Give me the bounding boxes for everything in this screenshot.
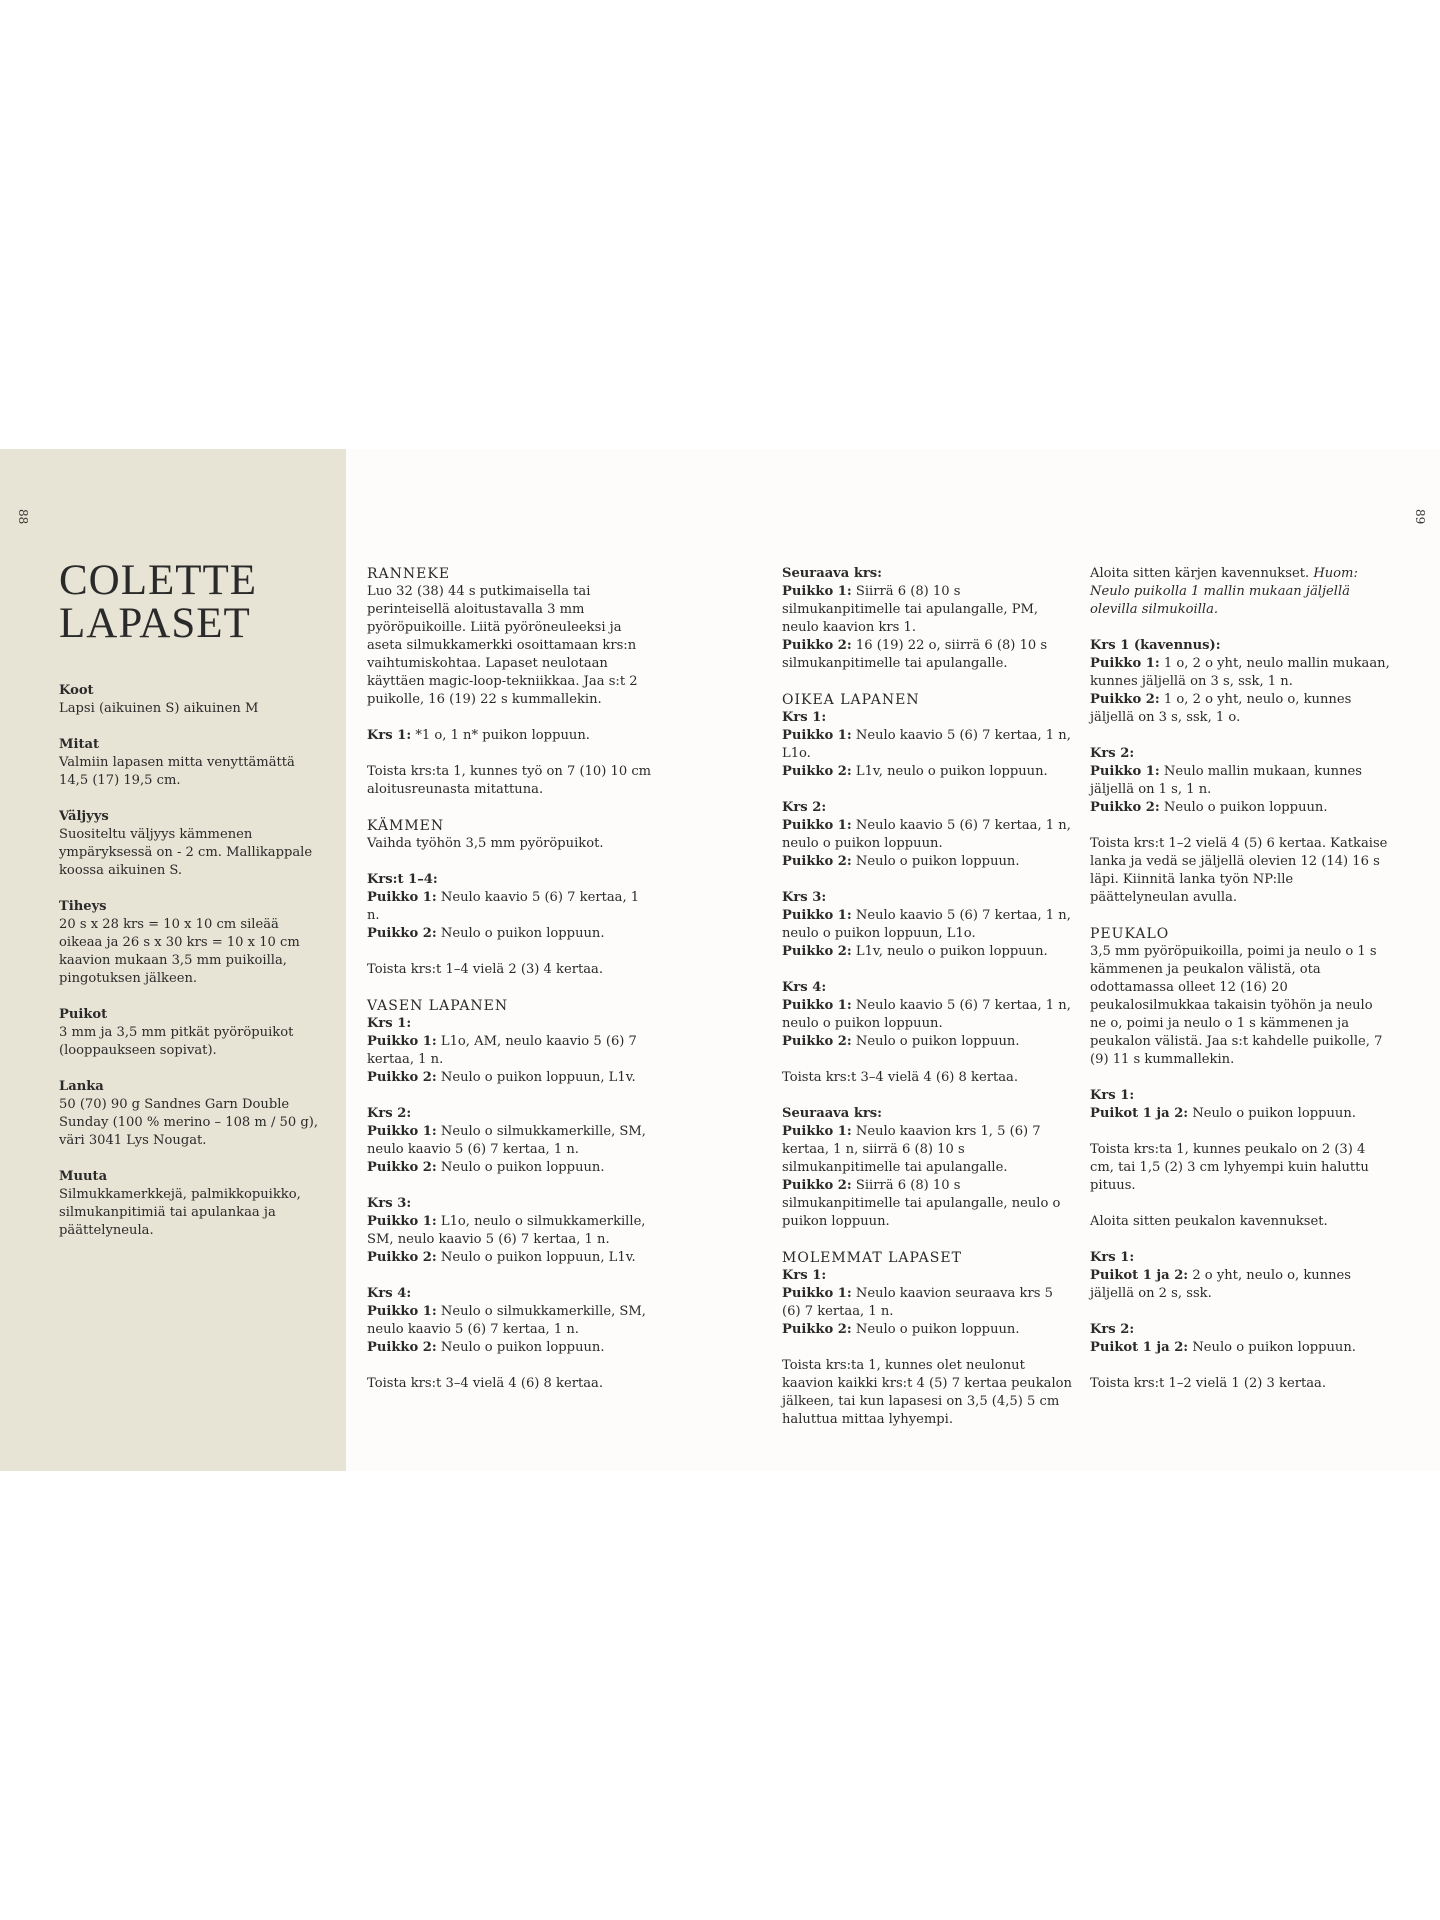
- needle-label: Puikko 2:: [367, 926, 437, 941]
- row-label: Krs 2:: [782, 800, 827, 815]
- info-text: 20 s x 28 krs = 10 x 10 cm sileää oikeaa ja 26 s x 30 krs = 10 x 10 cm kaavion mukaan 3,5 mm puikoilla, pingotuksen jälkeen.: [59, 917, 300, 986]
- oikea-section: [782, 691, 1072, 781]
- instruction: Toista krs:ta 1, kunnes peukalo on 2 (3) 4 cm, tai 1,5 (2) 3 cm lyhyempi kuin haluttu pituus.: [1090, 1142, 1369, 1193]
- row-label: Seuraava krs:: [782, 566, 882, 581]
- instruction: Toista krs:ta 1, kunnes olet neulonut kaavion kaikki krs:t 4 (5) 7 kertaa peukalon jälkeen, tai kun lapasesi on 3,5 (4,5) 5 cm haluttua mittaa lyhyempi.: [782, 1358, 1072, 1427]
- needle-label: Puikko 2:: [367, 1340, 437, 1355]
- row-text: *1 o, 1 n* puikon loppuun.: [411, 728, 590, 743]
- needle-label: Puikko 2:: [367, 1160, 437, 1175]
- info-block: [59, 1168, 324, 1240]
- needle-label: Puikko 1:: [367, 1304, 437, 1319]
- row-label: Krs 1:: [1090, 1250, 1135, 1265]
- needle-text: 1 o, 2 o yht, neulo mallin mukaan, kunnes jäljellä on 3 s, ssk, 1 n.: [1090, 656, 1390, 689]
- info-label: Muuta: [59, 1169, 108, 1184]
- left-sidebar: [0, 449, 346, 1471]
- row-label: Krs 4:: [782, 980, 827, 995]
- needle-label: Puikko 1:: [367, 1034, 437, 1049]
- info-block: [59, 736, 324, 790]
- needle-text: Neulo o puikon loppuun.: [851, 854, 1020, 869]
- instruction: Aloita sitten peukalon kavennukset.: [1090, 1214, 1328, 1229]
- needle-label: Puikko 2:: [782, 764, 852, 779]
- column-2: [782, 565, 1072, 1447]
- row-label: Krs 3:: [367, 1196, 412, 1211]
- info-label: Lanka: [59, 1079, 104, 1094]
- needle-text: Neulo o puikon loppuun, L1v.: [436, 1250, 636, 1265]
- book-spread: [0, 449, 1440, 1471]
- info-label: Tiheys: [59, 899, 107, 914]
- needle-label: Puikko 2:: [782, 638, 852, 653]
- page-number-right: 89: [1412, 509, 1427, 525]
- needle-label: Puikko 2:: [782, 1178, 852, 1193]
- instruction: [1090, 1087, 1390, 1123]
- row-label: Seuraava krs:: [782, 1106, 882, 1121]
- needle-text: L1v, neulo o puikon loppuun.: [851, 764, 1048, 779]
- needle-text: 2 o yht, neulo o, kunnes jäljellä on 2 s, ssk.: [1090, 1268, 1352, 1301]
- column-3: [1090, 565, 1390, 1411]
- needle-label: Puikko 1:: [782, 1124, 852, 1139]
- row-label: Krs 1 (kavennus):: [1090, 638, 1221, 653]
- instruction: [367, 1105, 652, 1177]
- info-block: [59, 682, 324, 718]
- needle-label: Puikko 1:: [1090, 656, 1160, 671]
- needle-label: Puikko 2:: [367, 1250, 437, 1265]
- row-label: Krs 3:: [782, 890, 827, 905]
- instruction: [782, 979, 1072, 1051]
- needle-text: Neulo o puikon loppuun.: [436, 1160, 605, 1175]
- info-text: Valmiin lapasen mitta venyttämättä 14,5 (17) 19,5 cm.: [59, 755, 295, 788]
- pattern-title: [59, 559, 257, 645]
- needle-label: Puikko 1:: [782, 908, 852, 923]
- info-label: Mitat: [59, 737, 100, 752]
- needle-text: L1v, neulo o puikon loppuun.: [851, 944, 1048, 959]
- needle-text: Neulo o silmukkamerkille, SM, neulo kaavio 5 (6) 7 kertaa, 1 n.: [367, 1124, 646, 1157]
- row-label: Krs 1:: [367, 728, 412, 743]
- needle-label: Puikko 1:: [782, 818, 852, 833]
- needle-text: Neulo o puikon loppuun.: [851, 1034, 1020, 1049]
- vasen-section: [367, 997, 652, 1087]
- info-label: Koot: [59, 683, 94, 698]
- needle-label: Puikko 2:: [782, 1034, 852, 1049]
- section-heading: MOLEMMAT LAPASET: [782, 1250, 962, 1266]
- needle-text: Neulo o puikon loppuun.: [1188, 1106, 1356, 1121]
- needle-label: Puikko 1:: [782, 998, 852, 1013]
- section-heading: OIKEA LAPANEN: [782, 692, 920, 708]
- needle-label: Puikko 1:: [1090, 764, 1160, 779]
- page-number-left: 88: [16, 509, 30, 525]
- instruction: [1090, 745, 1390, 817]
- needle-label: Puikko 1:: [367, 1214, 437, 1229]
- instruction: [782, 565, 1072, 673]
- section-heading: VASEN LAPANEN: [367, 998, 509, 1014]
- needle-label: Puikko 2:: [1090, 692, 1160, 707]
- needle-text: Neulo o silmukkamerkille, SM, neulo kaavio 5 (6) 7 kertaa, 1 n.: [367, 1304, 646, 1337]
- row-label: Krs 2:: [1090, 1322, 1135, 1337]
- needle-text: Neulo o puikon loppuun, L1v.: [436, 1070, 636, 1085]
- info-text: Lapsi (aikuinen S) aikuinen M: [59, 701, 259, 716]
- needle-text: 1 o, 2 o yht, neulo o, kunnes jäljellä on 3 s, ssk, 1 o.: [1090, 692, 1352, 725]
- instruction: Toista krs:ta 1, kunnes työ on 7 (10) 10 cm aloitusreunasta mitattuna.: [367, 764, 652, 797]
- needle-text: Neulo kaavio 5 (6) 7 kertaa, 1 n, neulo o puikon loppuun.: [782, 818, 1071, 851]
- needle-text: L1o, neulo o silmukkamerkille, SM, neulo kaavio 5 (6) 7 kertaa, 1 n.: [367, 1214, 646, 1247]
- info-text: 50 (70) 90 g Sandnes Garn Double Sunday (100 % merino – 108 m / 50 g), väri 3041 Lys Nougat.: [59, 1097, 319, 1148]
- needle-label: Puikko 2:: [782, 1322, 852, 1337]
- intro-text: Aloita sitten kärjen kavennukset.: [1090, 566, 1314, 581]
- row-label: Krs 2:: [367, 1106, 412, 1121]
- instruction: [1090, 637, 1390, 727]
- molemmat-section: [782, 1249, 1072, 1339]
- needle-text: Neulo kaavio 5 (6) 7 kertaa, 1 n.: [367, 890, 640, 923]
- instruction: [1090, 1249, 1390, 1303]
- info-text: 3 mm ja 3,5 mm pitkät pyöröpuikot (looppaukseen sopivat).: [59, 1025, 294, 1058]
- needle-text: Neulo kaavio 5 (6) 7 kertaa, 1 n, neulo o puikon loppuun.: [782, 998, 1071, 1031]
- row-label: Krs 2:: [1090, 746, 1135, 761]
- column-1: [367, 565, 652, 1411]
- instruction: [782, 889, 1072, 961]
- info-text: Suositeltu väljyys kämmenen ympäryksessä on - 2 cm. Mallikappale koossa aikuinen S.: [59, 827, 313, 878]
- info-block: [59, 1006, 324, 1060]
- info-label: Puikot: [59, 1007, 108, 1022]
- row-label: Krs 1:: [782, 710, 827, 725]
- needle-text: Neulo o puikon loppuun.: [1188, 1340, 1356, 1355]
- instruction: Toista krs:t 3–4 vielä 4 (6) 8 kertaa.: [367, 1376, 604, 1391]
- peukalo-section: [1090, 925, 1390, 1069]
- needle-text: Neulo kaavion seuraava krs 5 (6) 7 kertaa, 1 n.: [782, 1286, 1053, 1319]
- needle-label: Puikko 1:: [782, 584, 852, 599]
- ranneke-section: [367, 565, 652, 709]
- section-text: Luo 32 (38) 44 s putkimaisella tai perinteisellä aloitustavalla 3 mm pyöröpuikoille. Liitä pyöröneuleeksi ja aseta silmukkamerkki osoittamaan krs:n vaihtumiskohtaa. Lapaset neulotaan käyttäen magic-loop-tekniikkaa. Jaa s:t 2 puikolle, 16 (19) 22 s kummallekin.: [367, 584, 638, 707]
- needle-text: Neulo kaavion krs 1, 5 (6) 7 kertaa, 1 n, siirrä 6 (8) 10 s silmukanpitimelle tai apulangalle.: [782, 1124, 1041, 1175]
- row-label: Krs 1:: [367, 1016, 412, 1031]
- needle-label: Puikko 2:: [782, 854, 852, 869]
- section-text: Vaihda työhön 3,5 mm pyöröpuikot.: [367, 836, 604, 851]
- instruction: [367, 727, 652, 745]
- row-label: Krs 1:: [1090, 1088, 1135, 1103]
- section-heading: KÄMMEN: [367, 818, 445, 834]
- needle-label: Puikot 1 ja 2:: [1090, 1268, 1189, 1283]
- instruction: Toista krs:t 1–2 vielä 1 (2) 3 kertaa.: [1090, 1376, 1327, 1391]
- needle-label: Puikko 1:: [782, 1286, 852, 1301]
- pattern-info: [59, 682, 324, 1258]
- row-label: Krs 1:: [782, 1268, 827, 1283]
- instruction: [367, 1195, 652, 1267]
- instruction: [367, 1285, 652, 1357]
- section-text: 3,5 mm pyöröpuikoilla, poimi ja neulo o 1 s kämmenen ja peukalon välistä, ota odottamassa olleet 12 (16) 20 peukalosilmukkaa takaisin työhön ja neulo ne o, poimi ja neulo o 1 s kämmenen ja peukalon välistä. Jaa s:t kahdelle puikolle, 7 (9) 11 s kummallekin.: [1090, 944, 1383, 1067]
- row-label: Krs 4:: [367, 1286, 412, 1301]
- instruction: [367, 871, 652, 943]
- kammen-section: [367, 817, 652, 853]
- instruction: Toista krs:t 1–4 vielä 2 (3) 4 kertaa.: [367, 962, 604, 977]
- note-text: Huom: Neulo puikolla 1 mallin mukaan jäljellä olevilla silmukoilla.: [1090, 566, 1358, 617]
- info-text: Silmukkamerkkejä, palmikkopuikko, silmukanpitimiä tai apulankaa ja päättelyneula.: [59, 1187, 301, 1238]
- info-block: [59, 898, 324, 988]
- needle-label: Puikot 1 ja 2:: [1090, 1340, 1189, 1355]
- instruction: Toista krs:t 1–2 vielä 4 (5) 6 kertaa. Katkaise lanka ja vedä se jäljellä olevien 12 (14) 16 s läpi. Kiinnitä lanka työn NP:lle päättelyneulan avulla.: [1090, 836, 1388, 905]
- needle-label: Puikot 1 ja 2:: [1090, 1106, 1189, 1121]
- needle-label: Puikko 1:: [367, 890, 437, 905]
- needle-label: Puikko 2:: [782, 944, 852, 959]
- needle-label: Puikko 2:: [367, 1070, 437, 1085]
- needle-text: Neulo o puikon loppuun.: [436, 926, 605, 941]
- needle-text: Neulo o puikon loppuun.: [1159, 800, 1328, 815]
- title-line-1: COLETTE: [59, 557, 258, 604]
- needle-label: Puikko 1:: [367, 1124, 437, 1139]
- info-block: [59, 808, 324, 880]
- info-label: Väljyys: [59, 809, 109, 824]
- needle-text: Neulo mallin mukaan, kunnes jäljellä on 1 s, 1 n.: [1090, 764, 1363, 797]
- instruction: [1090, 1321, 1390, 1357]
- needle-label: Puikko 1:: [782, 728, 852, 743]
- needle-text: Neulo kaavio 5 (6) 7 kertaa, 1 n, neulo o puikon loppuun, L1o.: [782, 908, 1071, 941]
- instruction: [782, 799, 1072, 871]
- instruction: [1090, 565, 1390, 619]
- needle-text: Neulo o puikon loppuun.: [851, 1322, 1020, 1337]
- section-heading: RANNEKE: [367, 566, 451, 582]
- section-heading: PEUKALO: [1090, 926, 1170, 942]
- needle-text: Siirrä 6 (8) 10 s silmukanpitimelle tai apulangalle, neulo o puikon loppuun.: [782, 1178, 1061, 1229]
- info-block: [59, 1078, 324, 1150]
- needle-text: 16 (19) 22 o, siirrä 6 (8) 10 s silmukanpitimelle tai apulangalle.: [782, 638, 1048, 671]
- needle-text: Neulo o puikon loppuun.: [436, 1340, 605, 1355]
- row-label: Krs:t 1–4:: [367, 872, 438, 887]
- needle-text: Siirrä 6 (8) 10 s silmukanpitimelle tai apulangalle, PM, neulo kaavion krs 1.: [782, 584, 1039, 635]
- needle-text: L1o, AM, neulo kaavio 5 (6) 7 kertaa, 1 n.: [367, 1034, 637, 1067]
- title-line-2: LAPASET: [59, 600, 251, 647]
- needle-text: Neulo kaavio 5 (6) 7 kertaa, 1 n, L1o.: [782, 728, 1071, 761]
- instruction: [782, 1105, 1072, 1231]
- instruction: Toista krs:t 3–4 vielä 4 (6) 8 kertaa.: [782, 1070, 1019, 1085]
- needle-label: Puikko 2:: [1090, 800, 1160, 815]
